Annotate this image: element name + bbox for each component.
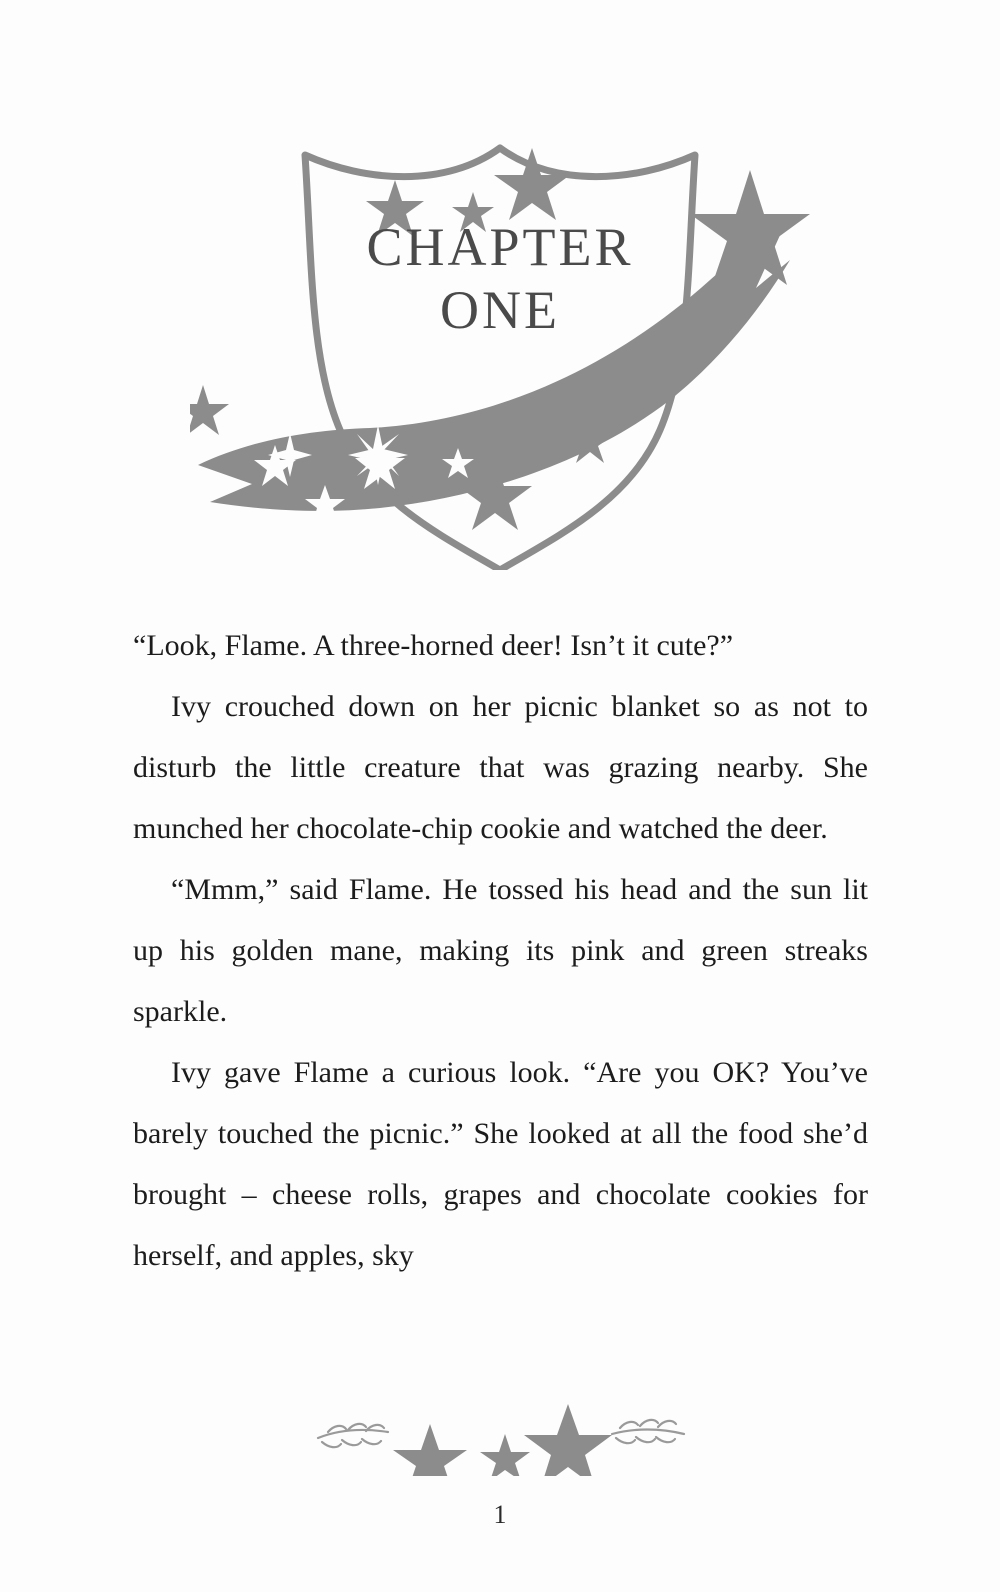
ornament-leaves-right bbox=[612, 1420, 684, 1443]
chapter-title-line1: CHAPTER bbox=[366, 217, 634, 277]
paragraph-1: “Look, Flame. A three-horned deer! Isn’t it cute?” bbox=[133, 629, 734, 662]
ornament-stars bbox=[393, 1404, 612, 1476]
ornament-leaves-left bbox=[318, 1424, 388, 1447]
paragraph-4: Ivy gave Flame a curious look. “Are you OK? You’ve barely touched the picnic.” She looked at all the food she’d brought – cheese rolls, grapes and chocolate cookies for herself, and apples, sky bbox=[133, 1056, 868, 1272]
chapter-title-line2: ONE bbox=[440, 280, 560, 340]
paragraph-2: Ivy crouched down on her picnic blanket so as not to disturb the little creature that was grazing nearby. She munched her chocolate-chip cookie and watched the deer. bbox=[133, 690, 868, 845]
page-number: 1 bbox=[493, 1500, 507, 1529]
paragraph-3: “Mmm,” said Flame. He tossed his head and the sun lit up his golden mane, making its pink and green streaks sparkle. bbox=[133, 873, 868, 1028]
page-body-text bbox=[133, 615, 868, 1286]
chapter-heading-emblem bbox=[0, 110, 1000, 600]
footer-ornament bbox=[0, 1396, 1000, 1486]
